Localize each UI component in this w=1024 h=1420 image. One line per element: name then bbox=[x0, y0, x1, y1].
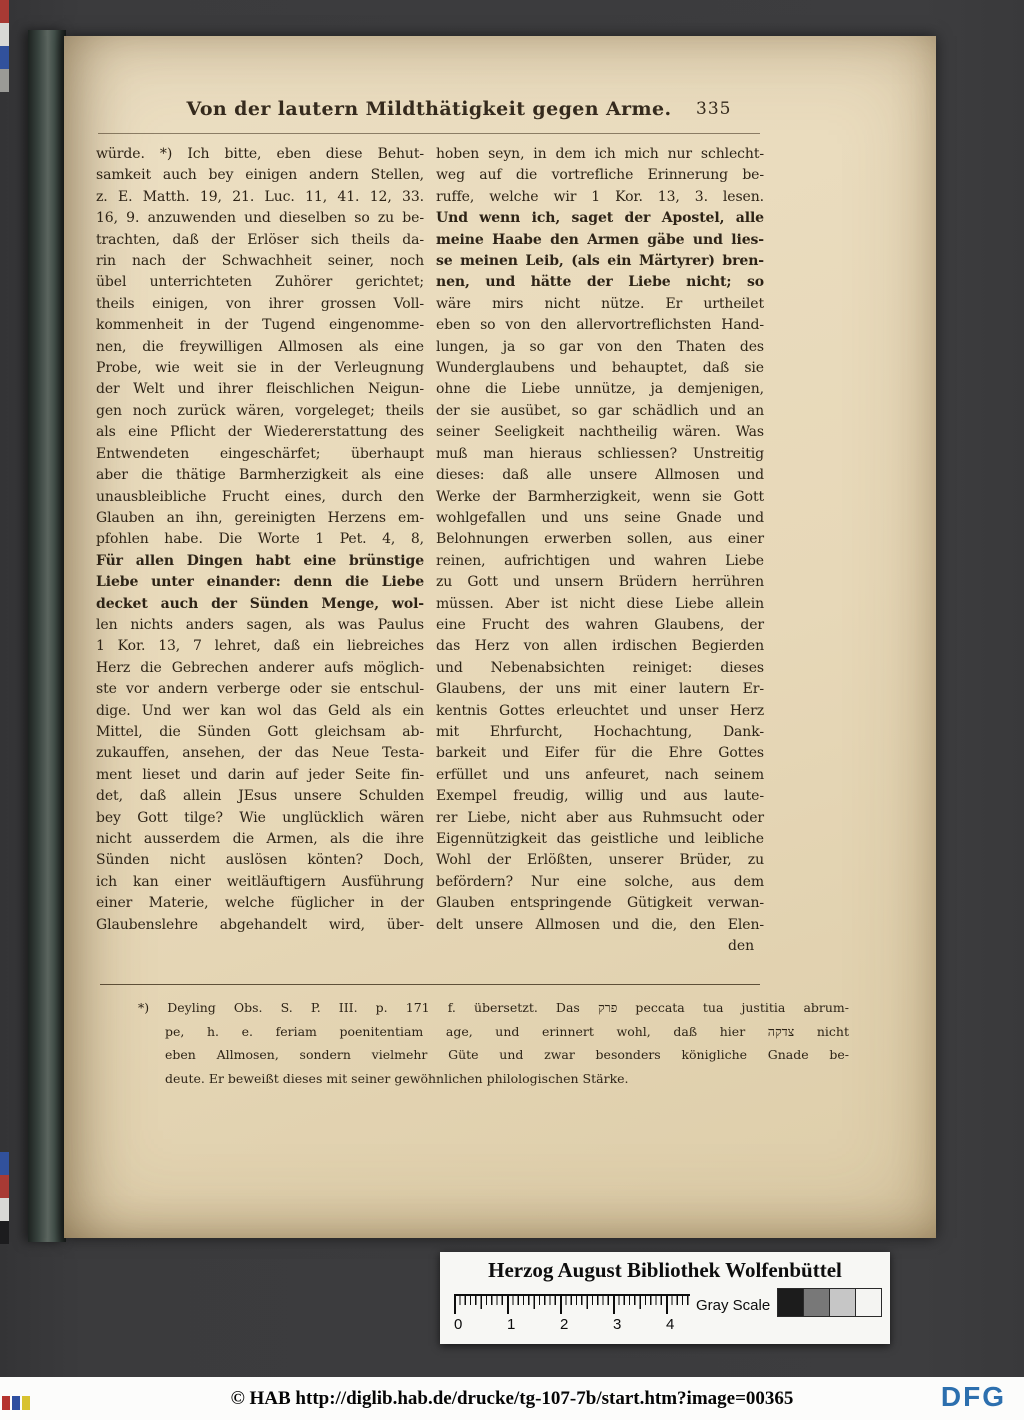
text-line: das Herz von allen irdischen Begierden bbox=[436, 638, 764, 655]
registration-marks-mid bbox=[0, 1152, 9, 1244]
text-line: ohne die Liebe unnütze, ja demjenigen, bbox=[436, 381, 764, 398]
text-line: Mittel, die Sünden Gott gleichsam ab- bbox=[96, 723, 424, 740]
text-columns bbox=[96, 144, 764, 957]
gray-patch bbox=[803, 1288, 830, 1317]
registration-mark bbox=[22, 1396, 30, 1410]
text-line: der sie ausübet, so gar schädlich und an bbox=[436, 402, 764, 419]
gray-patch bbox=[829, 1288, 856, 1317]
text-line: theils einigen, von ihrer grossen Voll- bbox=[96, 295, 424, 312]
text-line: als eine Pflicht der Wiedererstattung des bbox=[96, 424, 424, 441]
footnote-line: eben Allmosen, sondern vielmehr Güte und zwar besonders königliche Gnade be- bbox=[165, 1047, 849, 1062]
text-line: Probe, wie weit sie in der Verleugnung bbox=[96, 360, 424, 377]
text-line: ment lieset und darin auf jeder Seite fin- bbox=[96, 766, 424, 783]
text-line: eine Frucht des wahren Glaubens, der bbox=[436, 616, 764, 633]
registration-mark bbox=[12, 1396, 20, 1410]
text-line: Herz die Gebrechen anderer aufs möglich- bbox=[96, 659, 424, 676]
text-line: Entwendeten eingeschärfet; überhaupt bbox=[96, 445, 424, 462]
text-line: delt unsere Allmosen und die, den Elen- bbox=[436, 916, 764, 933]
text-line: Und wenn ich, saget der Apostel, alle bbox=[436, 210, 764, 227]
text-line: eben so von den allervortreflichsten Hand- bbox=[436, 317, 764, 334]
text-line: nicht ausserdem die Armen, als die ihre bbox=[96, 831, 424, 847]
text-line: ich kan einer weitläuftigern Ausführung bbox=[96, 873, 424, 890]
footnote bbox=[138, 996, 850, 1090]
text-line: unausbleibliche Frucht eines, durch den bbox=[96, 488, 424, 505]
ruler-scale bbox=[454, 1294, 690, 1316]
copyright-text: © HAB http://diglib.hab.de/drucke/tg-107-7b/start.htm?image=00365 bbox=[230, 1387, 794, 1409]
footnote-line: pe, h. e. feriam poenitentiam age, und erinnert wohl, daß hier צדקה nicht bbox=[165, 1023, 849, 1039]
text-line: Sünden nicht auslösen könten? Doch, bbox=[96, 852, 424, 869]
text-line: meine Haabe den Armen gäbe und lies- bbox=[436, 231, 764, 248]
registration-mark bbox=[0, 46, 9, 69]
registration-mark bbox=[0, 0, 9, 23]
text-line: nen, die freywilligen Allmosen als eine bbox=[96, 338, 424, 355]
text-line: müssen. Aber ist nicht diese Liebe allein bbox=[436, 595, 764, 612]
text-line: Exempel freudig, willig und aus laute- bbox=[436, 788, 764, 805]
text-line: Wunderglaubens und behauptet, daß sie bbox=[436, 360, 764, 377]
text-line: und Nebenabsichten reiniget: dieses bbox=[436, 659, 764, 676]
text-line: Liebe unter einander: denn die Liebe bbox=[96, 574, 424, 591]
text-line: kommenheit in der Tugend eingenomme- bbox=[96, 317, 424, 334]
text-line: aber die thätige Barmherzigkeit als eine bbox=[96, 467, 424, 484]
text-line: übel unterrichteten Zuhörer gerichtet; bbox=[96, 274, 424, 291]
text-line: dieses: daß alle unsere Allmosen und bbox=[436, 467, 764, 484]
text-line: nen, und hätte der Liebe nicht; so bbox=[436, 274, 764, 291]
footnote-line: deute. Er beweißt dieses mit seiner gewöhnlichen philologischen Stärke. bbox=[165, 1070, 629, 1086]
gray-patch bbox=[777, 1288, 804, 1317]
text-line: barkeit und Eifer für die Ehre Gottes bbox=[436, 745, 764, 762]
running-head bbox=[96, 98, 762, 120]
header-rule bbox=[98, 133, 760, 134]
text-line: hoben seyn, in dem ich mich nur schlecht- bbox=[436, 146, 764, 162]
text-line: reinen, aufrichtigen und wahren Liebe bbox=[436, 552, 764, 569]
text-line: Werke der Barmherzigkeit, wenn sie Gott bbox=[436, 488, 764, 505]
text-line: seiner Seeligkeit nachtheilig wären. Was bbox=[436, 424, 764, 441]
registration-mark bbox=[0, 1152, 9, 1175]
registration-mark bbox=[0, 69, 9, 92]
page-scan bbox=[64, 36, 936, 1238]
footnote-line: *) Deyling Obs. S. P. III. p. 171 f. übersetzt. Das פרק peccata tua justitia abrum- bbox=[138, 1000, 850, 1015]
text-line: dige. Und wer kan wol das Geld als ein bbox=[96, 702, 424, 719]
registration-marks-footer bbox=[2, 1396, 30, 1410]
book-page-edges bbox=[28, 30, 66, 1242]
text-line: kentnis Gottes erleuchtet und unser Herz bbox=[436, 702, 764, 719]
text-line: 16, 9. anzuwenden und dieselben so zu be- bbox=[96, 210, 424, 227]
ruler-number: 2 bbox=[560, 1316, 569, 1333]
text-line: befördern? Nur eine solche, aus dem bbox=[436, 873, 764, 890]
registration-mark bbox=[0, 1221, 9, 1244]
text-line: wohlgefallen und uns seine Gnade und bbox=[436, 509, 764, 526]
library-name: Herzog August Bibliothek Wolfenbüttel bbox=[488, 1258, 842, 1282]
text-line: pfohlen habe. Die Worte 1 Pet. 4, 8, bbox=[96, 531, 424, 548]
text-line: bey Gott tilge? Wie unglücklich wären bbox=[96, 809, 424, 826]
ruler-number: 4 bbox=[666, 1316, 675, 1333]
text-line: zu Gott und unsern Brüdern herrühren bbox=[436, 574, 764, 591]
ruler-number: 0 bbox=[454, 1316, 463, 1333]
text-line: Glaubens, der uns mit einer lautern Er- bbox=[436, 681, 764, 698]
text-line: 1 Kor. 13, 7 lehret, daß ein liebreiches bbox=[96, 638, 424, 655]
text-line: zukauffen, ansehen, der das Neue Testa- bbox=[96, 745, 424, 762]
text-line: Eigennützigkeit das geistliche und leibliche bbox=[436, 831, 764, 847]
text-line: rer Liebe, nicht aber aus Ruhmsucht oder bbox=[436, 809, 764, 826]
text-line: würde. *) Ich bitte, eben diese Behut- bbox=[96, 146, 424, 162]
registration-marks-top bbox=[0, 0, 9, 92]
text-line: Belohnungen erwerben sollen, aus einer bbox=[436, 531, 764, 548]
text-column-left bbox=[96, 144, 424, 957]
calibration-card bbox=[440, 1252, 890, 1344]
text-line: der Welt und ihrer fleischlichen Neigun- bbox=[96, 381, 424, 398]
footnote-rule bbox=[100, 984, 760, 985]
text-line: Glauben an ihn, gereinigten Herzens em- bbox=[96, 509, 424, 526]
text-line: rin nach der Schwachheit seiner, noch bbox=[96, 253, 424, 270]
text-line: lungen, ja so gar von den Thaten des bbox=[436, 338, 764, 355]
text-line: len nichts anders sagen, als was Paulus bbox=[96, 616, 424, 633]
registration-mark bbox=[2, 1396, 10, 1410]
registration-mark bbox=[0, 1175, 9, 1198]
text-line: ste vor andern verberge oder sie entschul- bbox=[96, 681, 424, 698]
text-line: einer Materie, welche füglicher in der bbox=[96, 895, 424, 912]
text-line: se meinen Leib, (als ein Märtyrer) bren- bbox=[436, 253, 764, 270]
ruler-numbers bbox=[454, 1316, 719, 1333]
text-line: Glaubenslehre abgehandelt wird, über- bbox=[96, 916, 424, 933]
page-title: Von der lautern Mildthätigkeit gegen Arme. bbox=[186, 98, 672, 120]
dfg-logo: DFG bbox=[940, 1381, 1006, 1412]
text-line: wäre mirs nicht nütze. Er urtheilet bbox=[436, 295, 764, 312]
registration-mark bbox=[0, 1198, 9, 1221]
text-line: erfüllet und uns anfeuret, nach seinem bbox=[436, 766, 764, 783]
text-line: decket auch der Sünden Menge, wol- bbox=[96, 595, 424, 612]
text-column-right bbox=[436, 144, 764, 957]
text-line: ruffe, welche wir 1 Kor. 13, 3. lesen. bbox=[436, 188, 764, 205]
gray-scale-label: Gray Scale bbox=[696, 1297, 771, 1314]
footer-bar bbox=[0, 1377, 1024, 1420]
text-line: den bbox=[728, 938, 754, 955]
text-line: Glauben entspringende Gütigkeit verwan- bbox=[436, 895, 764, 912]
gray-patch bbox=[855, 1288, 882, 1317]
gray-scale-patches bbox=[778, 1288, 882, 1317]
text-line: mit Ehrfurcht, Hochachtung, Dank- bbox=[436, 723, 764, 740]
text-line: Wohl der Erlößten, unserer Brüder, zu bbox=[436, 852, 764, 869]
text-line: gen noch zurück wären, vorgeleget; theils bbox=[96, 402, 424, 419]
ruler-number: 3 bbox=[613, 1316, 622, 1333]
text-line: det, daß allein JEsus unsere Schulden bbox=[96, 788, 424, 805]
page-number: 335 bbox=[696, 99, 732, 119]
text-line: trachten, daß der Erlöser sich theils da- bbox=[96, 231, 424, 248]
text-line: samkeit auch bey einigen andern Stellen, bbox=[96, 167, 424, 184]
text-line: weg auf die vortrefliche Erinnerung be- bbox=[436, 167, 764, 184]
ruler-number: 1 bbox=[507, 1316, 516, 1333]
registration-mark bbox=[0, 23, 9, 46]
text-line: muß man hieraus schliessen? Unstreitig bbox=[436, 445, 764, 462]
text-line: Für allen Dingen habt eine brünstige bbox=[96, 552, 424, 569]
text-line: z. E. Matth. 19, 21. Luc. 11, 41. 12, 33. bbox=[96, 188, 424, 205]
